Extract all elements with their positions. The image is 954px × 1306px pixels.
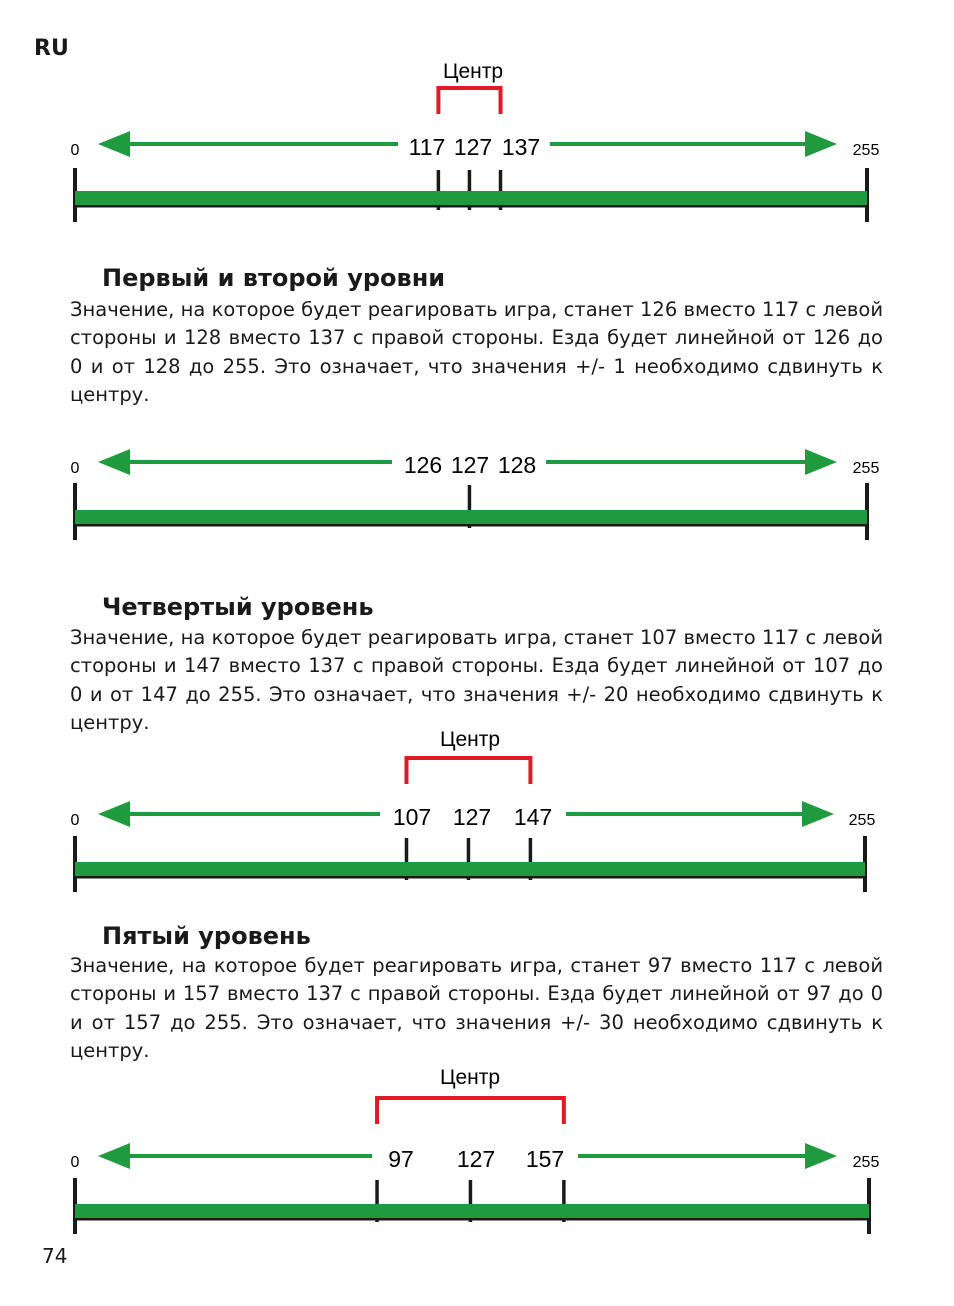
group-label-center: 127 <box>452 804 492 830</box>
min-value-label: 0 <box>70 460 80 477</box>
green-range-bar <box>75 862 865 876</box>
center-label: Центр <box>439 728 501 751</box>
group-label-right: 157 <box>525 1146 565 1172</box>
center-label: Центр <box>439 1066 501 1089</box>
group-label-center: 127 <box>450 452 490 478</box>
group-label-left: 107 <box>392 804 432 830</box>
section-text-2: Значение, на которое будет реагировать игра, станет 107 вместо 117 с левой стороны и 147 вместо 137 с правой стороны. Езда будет линейной от 107 до 0 и от 147 до 255. Это означает, что значения +/- 20 необходимо сдвинуть к центру. <box>70 626 883 734</box>
scale-svg-4 <box>0 1060 954 1240</box>
center-bracket <box>377 1098 564 1124</box>
group-label-left: 117 <box>408 134 446 160</box>
scale-diagram-2 <box>0 440 954 550</box>
group-label-center: 127 <box>456 1146 496 1172</box>
max-value-label: 255 <box>852 460 880 477</box>
section-text-1: Значение, на которое будет реагировать игра, станет 126 вместо 117 с левой стороны и 128 вместо 137 с правой стороны. Езда будет линейной от 126 до 0 и от 128 до 255. Это означает, что значения +/- 1 необходимо сдвинуть к центру. <box>70 298 883 406</box>
center-bracket <box>406 758 530 784</box>
group-label-right: 137 <box>501 134 541 160</box>
center-label: Центр <box>442 60 504 83</box>
center-bracket <box>438 88 500 114</box>
group-label-right: 147 <box>513 804 553 830</box>
scale-svg-1 <box>0 56 954 226</box>
section-title-2: Четвертый уровень <box>102 593 374 621</box>
max-value-label: 255 <box>848 812 876 829</box>
green-range-bar <box>75 510 867 524</box>
min-value-label: 0 <box>70 142 80 159</box>
scale-diagram-4 <box>0 1060 954 1240</box>
section-text-3: Значение, на которое будет реагировать игра, станет 97 вместо 117 с левой стороны и 157 вместо 137 с правой стороны. Езда будет линейной от 97 до 0 и от 157 до 255. Это означает, что значения +/- 30 необходимо сдвинуть к центру. <box>70 954 883 1062</box>
group-label-left: 97 <box>388 1146 414 1172</box>
group-label-right: 128 <box>497 452 537 478</box>
scale-diagram-1 <box>0 56 954 226</box>
green-range-bar <box>75 1204 869 1218</box>
group-label-left: 126 <box>403 452 443 478</box>
language-label: RU <box>34 36 69 61</box>
scale-diagram-3 <box>0 722 954 897</box>
min-value-label: 0 <box>70 1154 80 1171</box>
green-range-bar <box>75 191 867 205</box>
max-value-label: 255 <box>852 142 880 159</box>
min-value-label: 0 <box>70 812 80 829</box>
group-label-center: 127 <box>453 134 493 160</box>
page-number: 74 <box>42 1244 68 1268</box>
section-title-3: Пятый уровень <box>102 922 311 950</box>
scale-svg-3 <box>0 722 954 897</box>
scale-svg-2 <box>0 440 954 550</box>
section-title-1: Первый и второй уровни <box>102 264 446 292</box>
max-value-label: 255 <box>852 1154 880 1171</box>
